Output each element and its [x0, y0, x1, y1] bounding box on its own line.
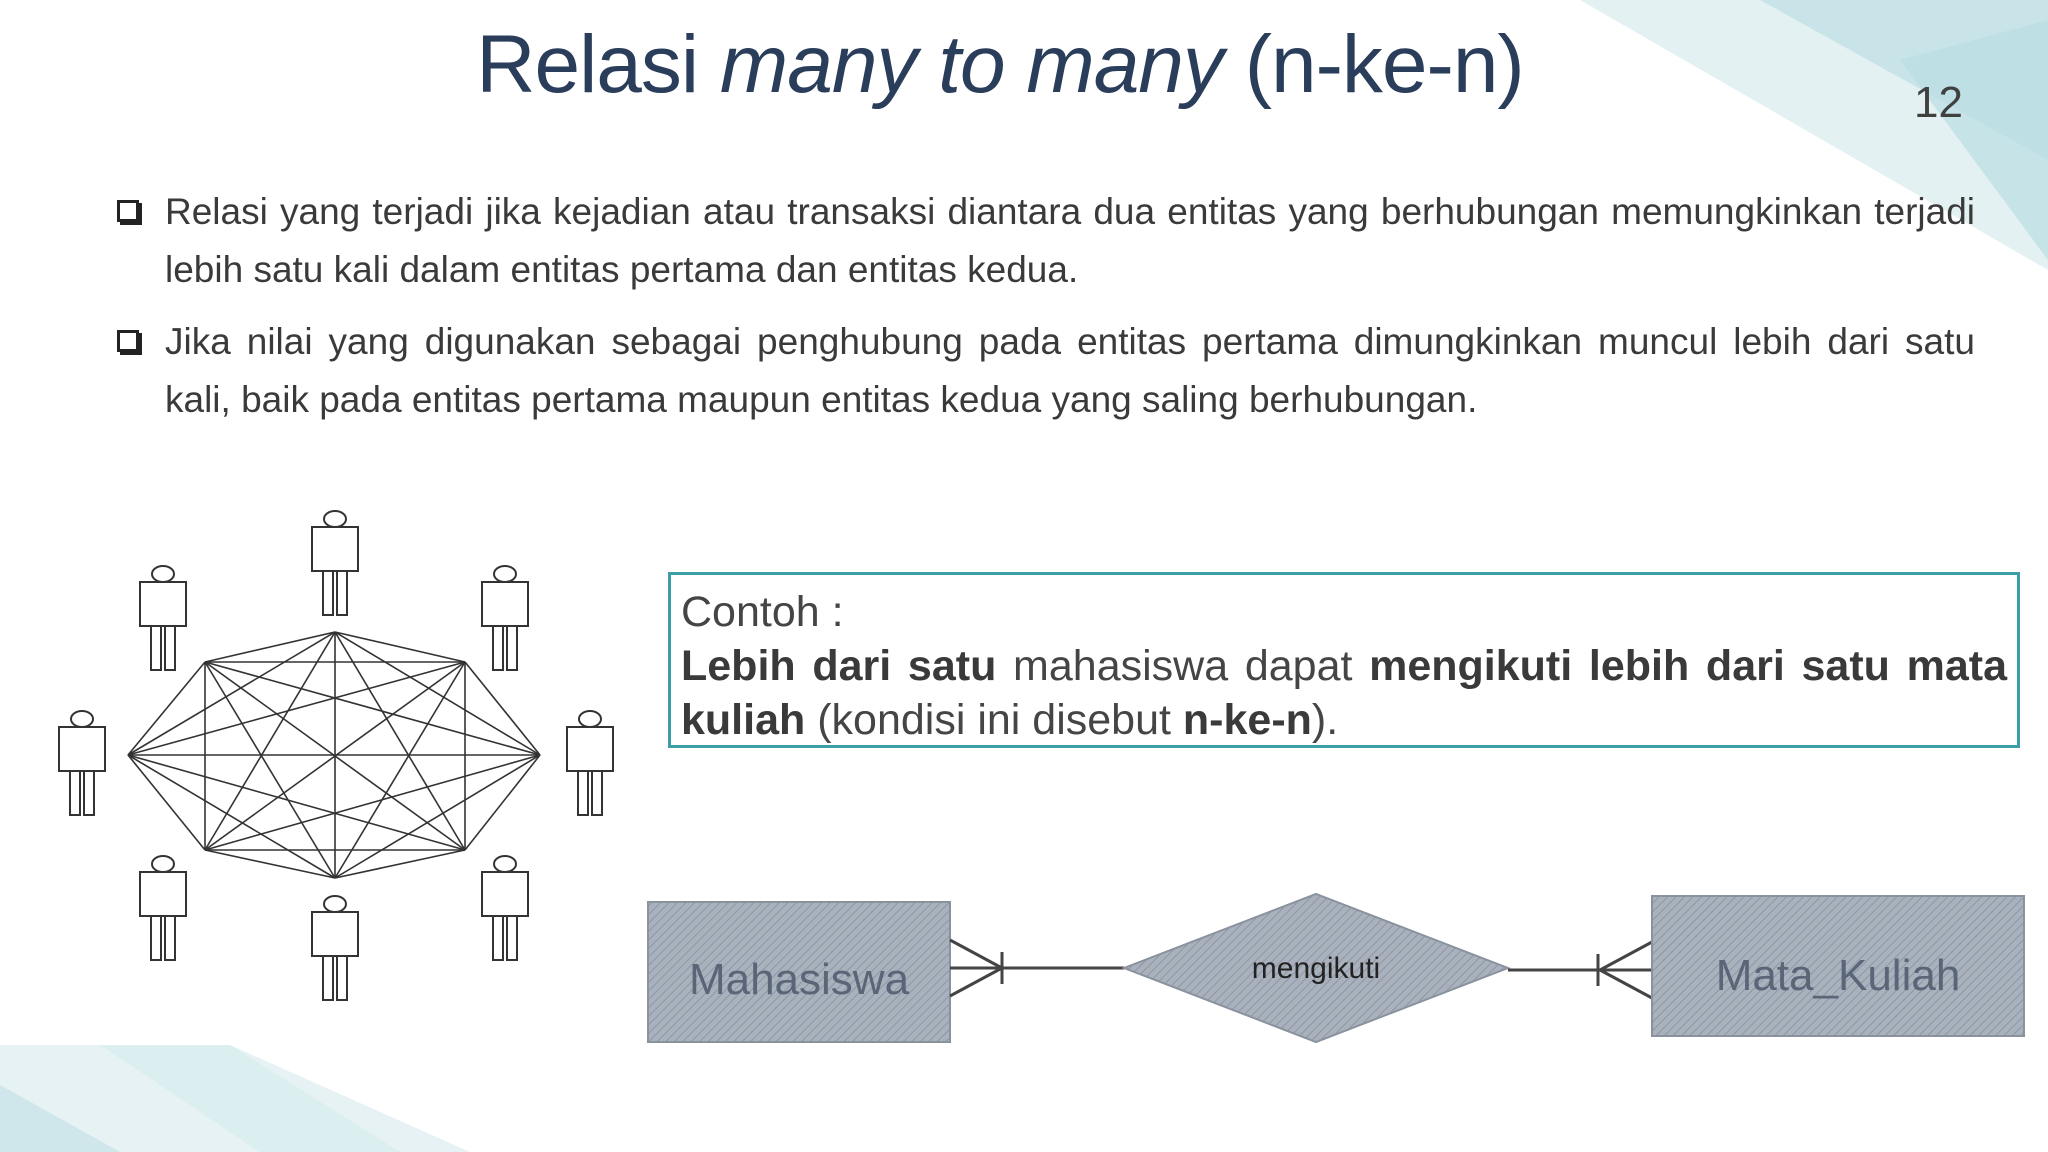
- relationship-mengikuti: [1124, 894, 1508, 1042]
- person-icon: [312, 896, 358, 1000]
- person-icon: [567, 711, 613, 815]
- connector-left: [950, 940, 1124, 996]
- bullet-item: Jika nilai yang digunakan sebagai penghubung pada entitas pertama dimungkinkan muncul lebih dari satu kali, baik pada entitas pertama maupun entitas kedua yang saling berhubungan.: [115, 313, 1975, 429]
- person-icon: [59, 711, 105, 815]
- slide-title: Relasi many to many (n-ke-n): [476, 19, 1524, 110]
- svg-text:Mata_Kuliah: Mata_Kuliah: [1715, 951, 1961, 1000]
- person-icon: [312, 511, 358, 615]
- bullet-item: Relasi yang terjadi jika kejadian atau transaksi diantara dua entitas yang berhubungan memungkinkan terjadi lebih satu kali dalam entitas pertama dan entitas kedua.: [115, 183, 1975, 299]
- connector-right: [1508, 942, 1652, 998]
- entity-mahasiswa: [648, 902, 950, 1042]
- bullet-list: [115, 183, 1975, 443]
- example-text: Lebih dari satu mahasiswa dapat mengikuti lebih dari satu mata kuliah (kondisi ini disebut n-ke-n).: [681, 642, 2007, 744]
- person-icon: [482, 566, 528, 670]
- person-icon: [140, 856, 186, 960]
- svg-text:mengikuti: mengikuti: [1251, 952, 1381, 985]
- entity-mata-kuliah: [1652, 896, 2024, 1036]
- er-diagram: [640, 880, 2040, 1060]
- person-icon: [140, 566, 186, 670]
- svg-text:Mahasiswa: Mahasiswa: [688, 955, 910, 1004]
- checkbox-bullet-icon: [117, 200, 139, 222]
- many-to-many-people-illustration: [50, 510, 630, 1010]
- page-number: 12: [1914, 78, 1963, 127]
- checkbox-bullet-icon: [117, 330, 139, 352]
- example-box: [668, 572, 2020, 748]
- example-heading: Contoh :: [681, 588, 844, 636]
- person-icon: [482, 856, 528, 960]
